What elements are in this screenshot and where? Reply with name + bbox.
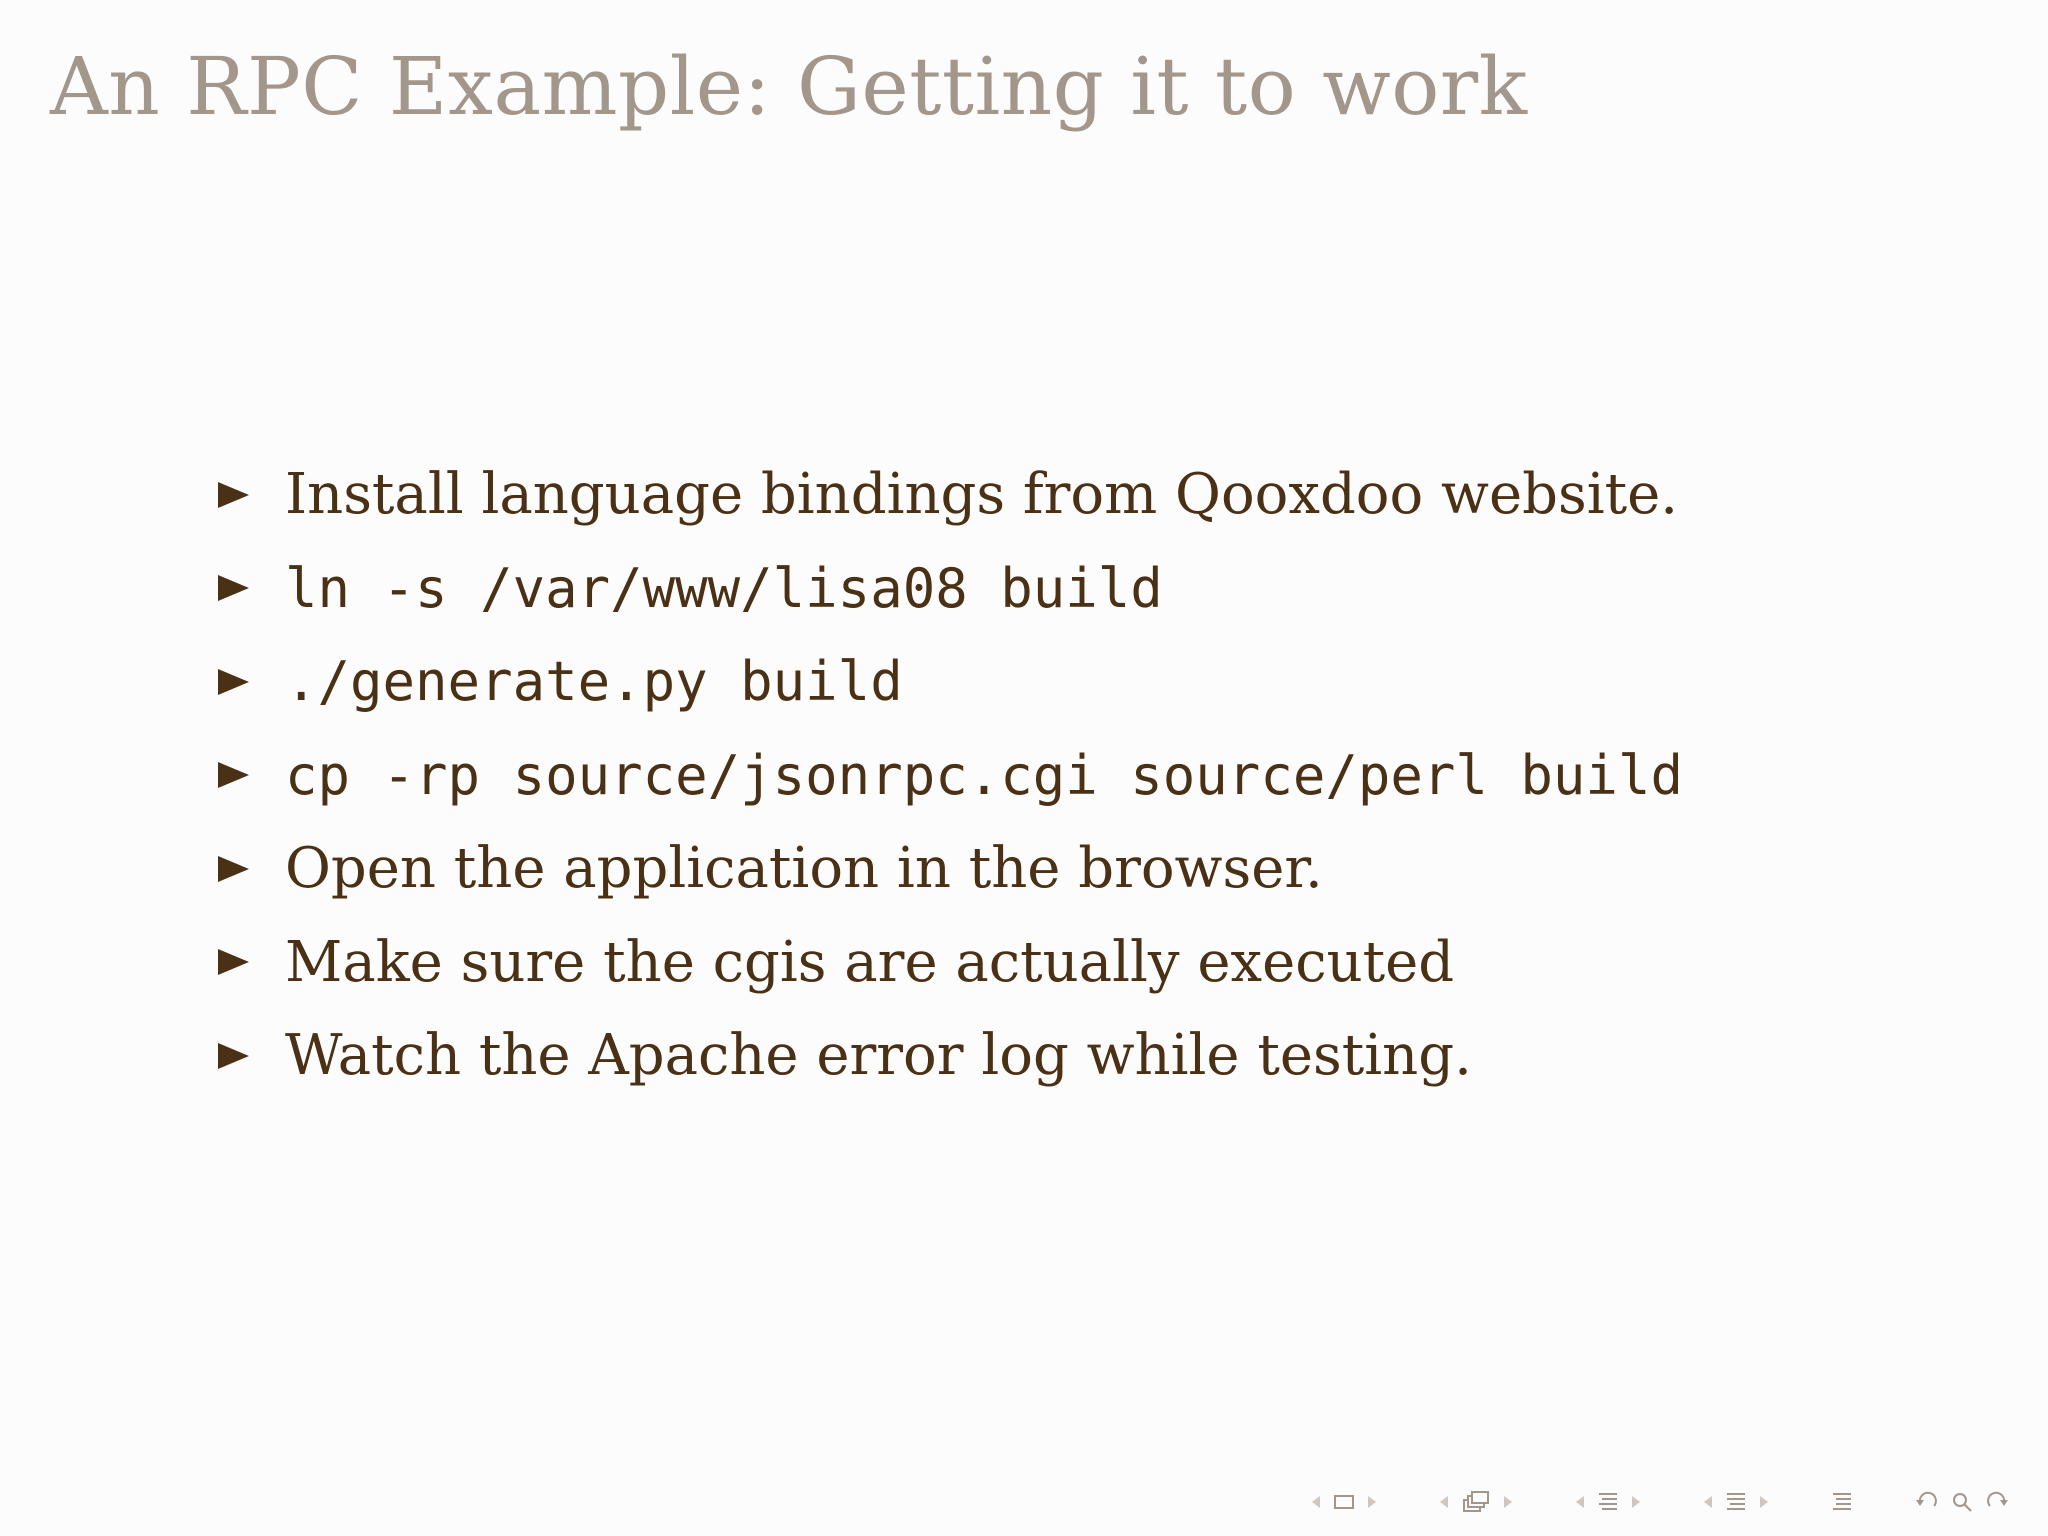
frame-prev-icon[interactable] bbox=[1310, 1492, 1322, 1512]
section-icon[interactable] bbox=[1596, 1490, 1620, 1514]
triangle-bullet-icon bbox=[216, 573, 251, 603]
toc-icon[interactable] bbox=[1830, 1490, 1854, 1514]
slide-title: An RPC Example: Getting it to work bbox=[50, 40, 1528, 133]
list-item bbox=[216, 1009, 1683, 1103]
frame-next-icon[interactable] bbox=[1366, 1492, 1378, 1512]
item-text: Watch the Apache error log while testing. bbox=[285, 1023, 1472, 1089]
forward-icon[interactable] bbox=[1984, 1490, 2010, 1514]
doc-prev-icon[interactable] bbox=[1702, 1492, 1714, 1512]
bullet-list bbox=[216, 448, 1683, 1103]
list-item bbox=[216, 729, 1683, 823]
item-code: ln -s /var/www/lisa08 build bbox=[285, 556, 1163, 620]
list-item bbox=[216, 635, 1683, 729]
item-code: cp -rp source/jsonrpc.cgi source/perl build bbox=[285, 743, 1683, 807]
item-code: ./generate.py build bbox=[285, 650, 903, 714]
back-icon[interactable] bbox=[1914, 1490, 1940, 1514]
item-text: Make sure the cgis are actually executed bbox=[285, 929, 1455, 995]
list-item bbox=[216, 542, 1683, 636]
triangle-bullet-icon bbox=[216, 854, 251, 884]
list-item bbox=[216, 448, 1683, 542]
item-text: Open the application in the browser. bbox=[285, 836, 1323, 902]
triangle-bullet-icon bbox=[216, 947, 251, 977]
section-next-icon[interactable] bbox=[1630, 1492, 1642, 1512]
search-icon[interactable] bbox=[1950, 1490, 1974, 1514]
list-item bbox=[216, 822, 1683, 916]
triangle-bullet-icon bbox=[216, 480, 251, 510]
section-prev-icon[interactable] bbox=[1574, 1492, 1586, 1512]
frame-icon[interactable] bbox=[1332, 1492, 1356, 1512]
list-item bbox=[216, 916, 1683, 1010]
subsection-prev-icon[interactable] bbox=[1438, 1492, 1450, 1512]
triangle-bullet-icon bbox=[216, 1041, 251, 1071]
subsection-next-icon[interactable] bbox=[1502, 1492, 1514, 1512]
doc-next-icon[interactable] bbox=[1758, 1492, 1770, 1512]
item-text: Install language bindings from Qooxdoo website. bbox=[285, 462, 1679, 528]
triangle-bullet-icon bbox=[216, 667, 251, 697]
subsection-icon[interactable] bbox=[1460, 1490, 1492, 1514]
triangle-bullet-icon bbox=[216, 760, 251, 790]
doc-icon[interactable] bbox=[1724, 1490, 1748, 1514]
beamer-navigation-bar bbox=[1310, 1490, 2010, 1514]
